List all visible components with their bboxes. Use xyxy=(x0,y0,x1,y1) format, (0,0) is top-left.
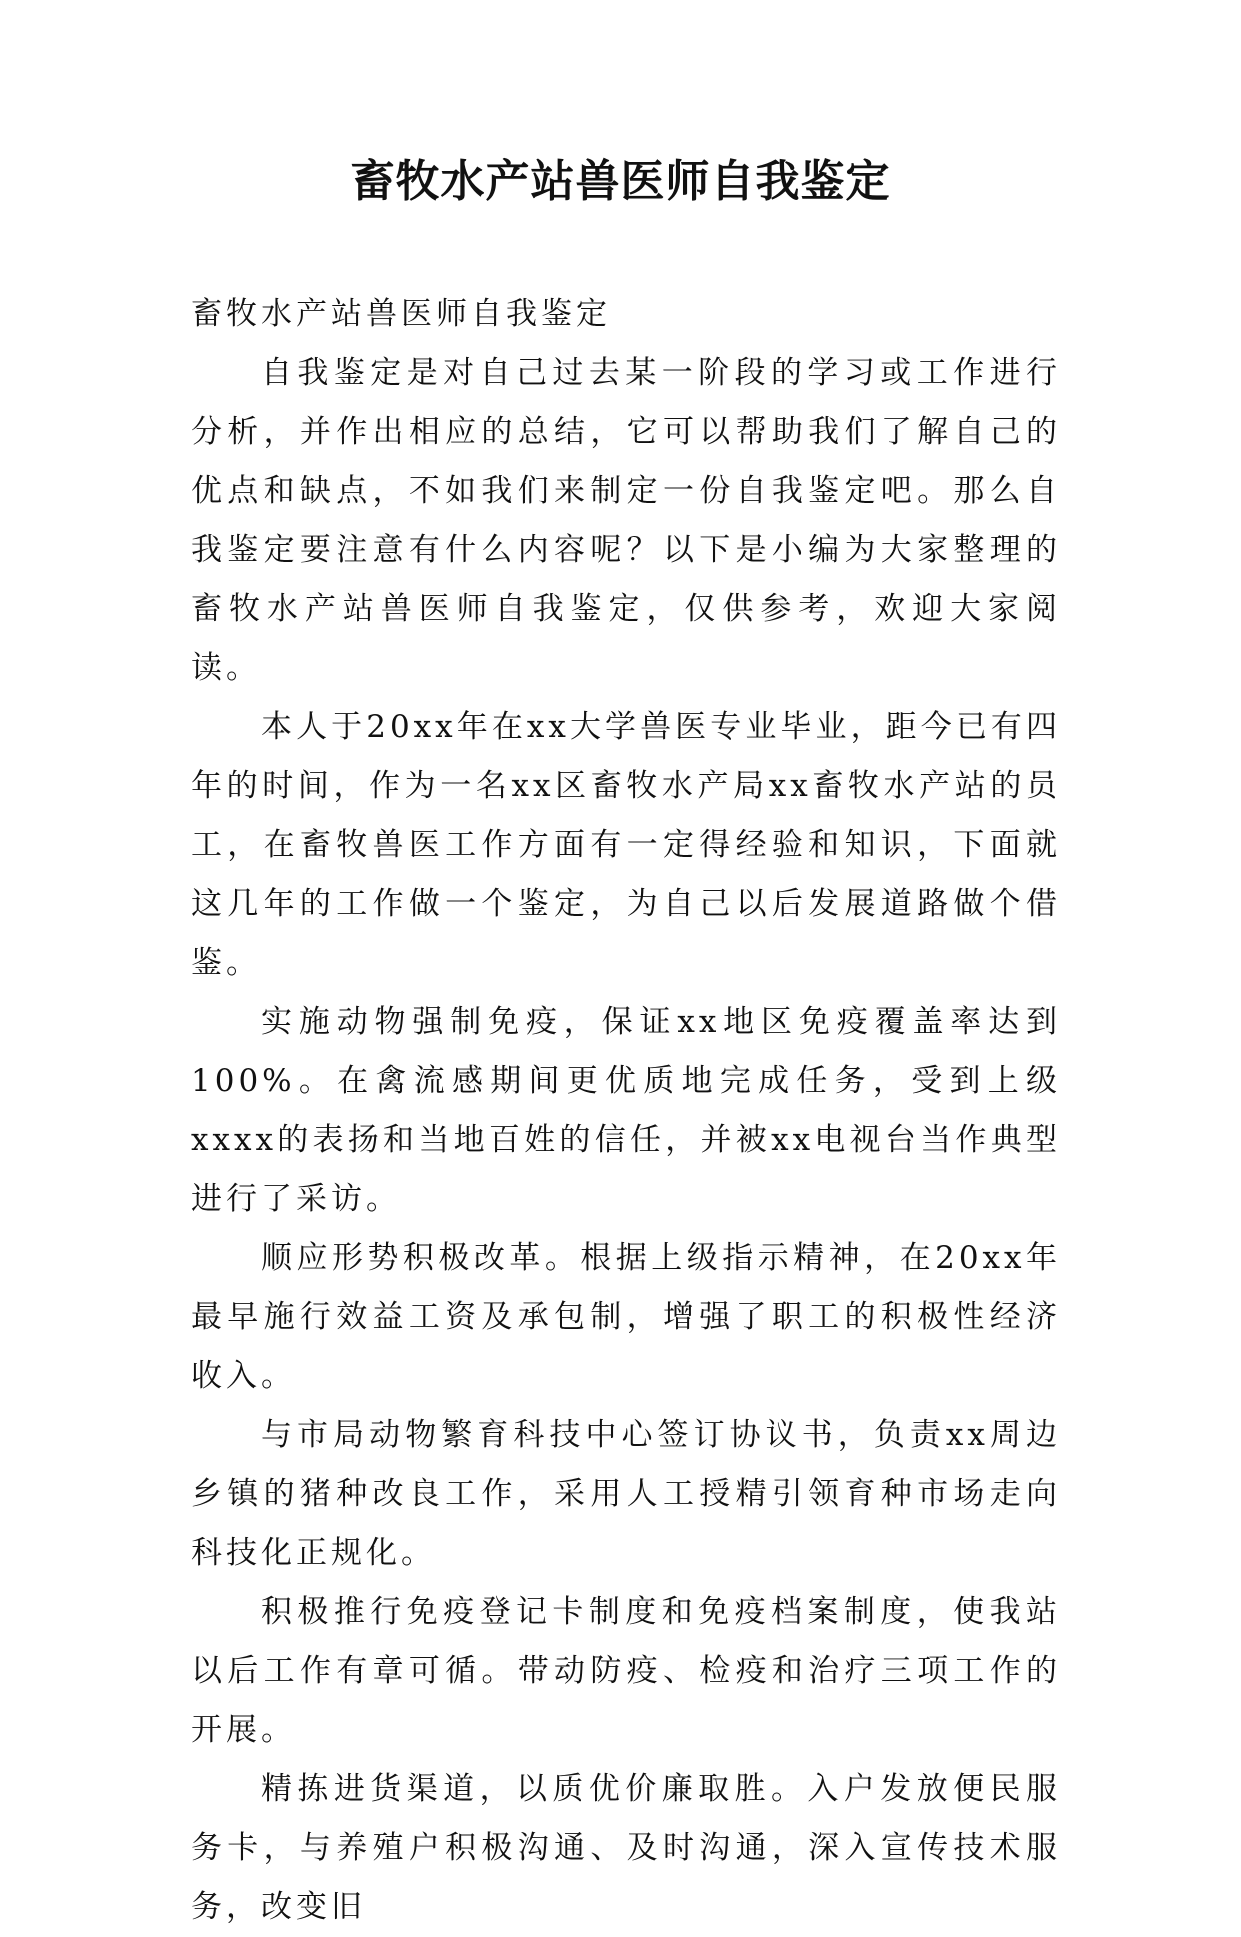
paragraph-intro: 自我鉴定是对自己过去某一阶段的学习或工作进行分析，并作出相应的总结，它可以帮助我们了解自己的优点和缺点，不如我们来制定一份自我鉴定吧。那么自我鉴定要注意有什么内容呢？以下是小编为大家整理的畜牧水产站兽医师自我鉴定，仅供参考，欢迎大家阅读。 xyxy=(191,355,1061,686)
paragraph-procurement: 精拣进货渠道，以质优价廉取胜。入户发放便民服务卡，与养殖户积极沟通、及时沟通，深入宣传技术服务，改变旧 xyxy=(191,1771,1061,1925)
paragraph-breeding: 与市局动物繁育科技中心签订协议书，负责xx周边乡镇的猪种改良工作，采用人工授精引领育种市场走向科技化正规化。 xyxy=(191,1417,1061,1571)
paragraph-immunization: 实施动物强制免疫，保证xx地区免疫覆盖率达到100%。在禽流感期间更优质地完成任务，受到上级xxxx的表扬和当地百姓的信任，并被xx电视台当作典型进行了采访。 xyxy=(191,1004,1061,1217)
paragraph-records: 积极推行免疫登记卡制度和免疫档案制度，使我站以后工作有章可循。带动防疫、检疫和治疗三项工作的开展。 xyxy=(191,1594,1061,1748)
document-title: 畜牧水产站兽医师自我鉴定 xyxy=(350,156,891,207)
document-body xyxy=(191,285,1061,1937)
paragraph-background: 本人于20xx年在xx大学兽医专业毕业，距今已有四年的时间，作为一名xx区畜牧水产局xx畜牧水产站的员工，在畜牧兽医工作方面有一定得经验和知识，下面就这几年的工作做一个鉴定，为自己以后发展道路做个借鉴。 xyxy=(191,709,1061,981)
paragraph-reform: 顺应形势积极改革。根据上级指示精神，在20xx年最早施行效益工资及承包制，增强了职工的积极性经济收入。 xyxy=(191,1240,1061,1394)
document-subtitle: 畜牧水产站兽医师自我鉴定 xyxy=(191,296,611,332)
